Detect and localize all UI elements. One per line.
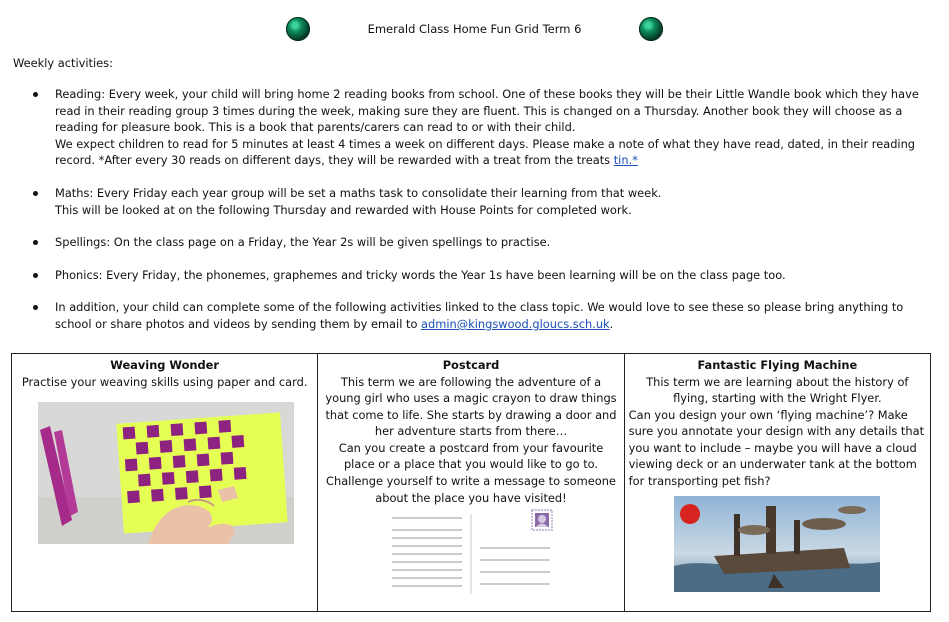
treats-tin-link[interactable]: tin.* <box>613 153 638 168</box>
phonics-text: Phonics: Every Friday, the phonemes, graphemes and tricky words the Year 1s have been learning will be on the class page too. <box>55 267 786 282</box>
flying-machine-text-1: This term we are learning about the history of flying, starting with the Wright Flyer. <box>646 374 909 406</box>
weaving-photo <box>38 402 294 544</box>
postcard-image <box>386 508 556 598</box>
flying-machine-title: Fantastic Flying Machine <box>697 358 858 372</box>
page-title: Emerald Class Home Fun Grid Term 6 <box>367 22 582 36</box>
reading-paragraph-2: We expect children to read for 5 minutes at least 4 times a week on different days. Please make a note of what they have read, dated, in their reading record. *After every 30 reads on different days, they will be rewarded with a treat from the treats tin.* <box>55 136 916 168</box>
list-item-phonics <box>0 267 940 284</box>
weaving-text: Practise your weaving skills using paper and card. <box>21 374 308 389</box>
list-item-additional <box>0 299 940 332</box>
emerald-gem-icon <box>639 17 663 41</box>
activities-list <box>0 86 940 349</box>
weaving-cell <box>12 354 318 612</box>
maths-paragraph-1: Maths: Every Friday each year group will be set a maths task to consolidate their learning from that week. <box>55 185 662 200</box>
reading-paragraph-1: Reading: Every week, your child will bring home 2 reading books from school. One of these books they will be their Little Wandle book which they have read in their reading group 3 times during the week, making sure they are fluent. This is changed on a Thursday. Another book they will choose as a reading for pleasure book. This is a book that parents/carers can read to or with their child. <box>55 87 919 135</box>
postcard-text-1: This term we are following the adventure of a young girl who uses a magic crayon to draw things that come to life. She starts by drawing a door and her adventure starts from there… <box>325 374 617 439</box>
flying-machine-image <box>674 496 880 592</box>
spellings-text: Spellings: On the class page on a Friday, the Year 2s will be given spellings to practise. <box>55 235 551 250</box>
postcard-text-2: Can you create a postcard from your favourite place or a place that you would like to go to. <box>338 440 604 472</box>
emerald-gem-icon <box>286 17 310 41</box>
flying-machine-cell <box>624 354 930 612</box>
list-item-spellings <box>0 234 940 251</box>
page-header <box>0 14 949 44</box>
email-link[interactable]: admin@kingswood.gloucs.sch.uk <box>421 316 610 331</box>
postcard-title: Postcard <box>442 358 500 372</box>
list-item-reading <box>0 86 940 169</box>
maths-paragraph-2: This will be looked at on the following Thursday and rewarded with House Points for completed work. <box>55 202 632 217</box>
weekly-activities-heading: Weekly activities: <box>13 56 113 70</box>
activity-grid <box>11 353 931 612</box>
additional-text: In addition, your child can complete some of the following activities linked to the class topic. We would love to see these so please bring anything to school or share photos and videos by sending them by email to admin@kingswood.gloucs.sch.uk. <box>55 300 904 331</box>
flying-machine-text-2: Can you design your own ‘flying machine’? Make sure you annotate your design with any details that you want to include – maybe you will have a cloud viewing deck or an underwater tank at the bottom for transporting pet fish? <box>628 407 925 489</box>
postcard-text-3: Challenge yourself to write a message to someone about the place you have visited! <box>326 474 616 505</box>
postcard-cell <box>318 354 624 612</box>
weaving-title: Weaving Wonder <box>110 358 220 372</box>
list-item-maths <box>0 185 940 218</box>
